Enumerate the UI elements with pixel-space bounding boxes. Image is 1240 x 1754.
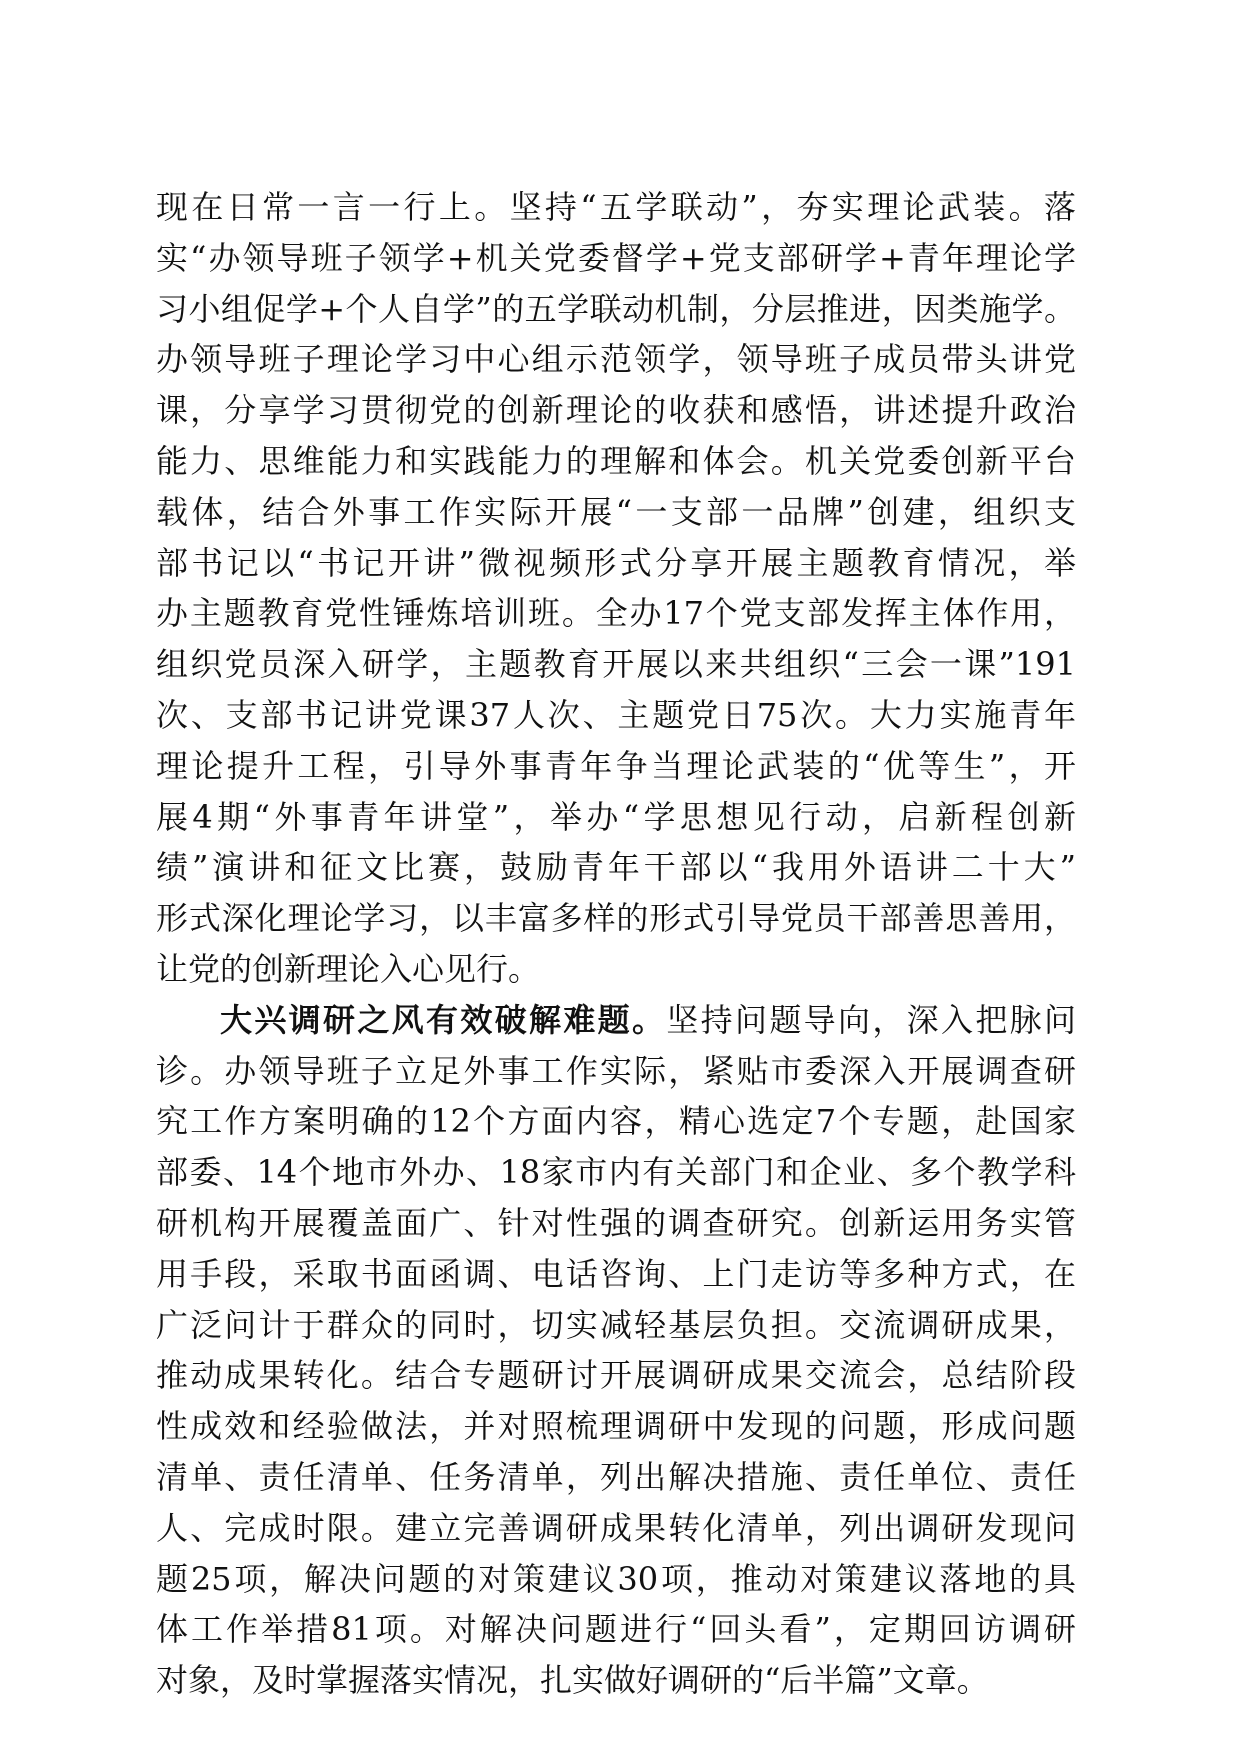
text-line: 能力、思维能力和实践能力的理解和体会。机关党委创新平台 <box>156 441 1076 480</box>
text-line: 性成效和经验做法，并对照梳理调研中发现的问题，形成问题 <box>156 1407 1076 1446</box>
text-line: 办主题教育党性锤炼培训班。全办17个党支部发挥主体作用， <box>156 594 1076 633</box>
text-line: 理论提升工程，引导外事青年争当理论武装的“优等生”，开 <box>156 746 1076 785</box>
text-line: 推动成果转化。结合专题研讨开展调研成果交流会，总结阶段 <box>156 1356 1076 1395</box>
text-line: 载体，结合外事工作实际开展“一支部一品牌”创建，组织支 <box>156 492 1076 531</box>
text-line: 究工作方案明确的12个方面内容，精心选定7个专题，赴国家 <box>156 1102 1076 1141</box>
text-line: 让党的创新理论入心见行。 <box>156 949 541 988</box>
text-line: 广泛问计于群众的同时，切实减轻基层负担。交流调研成果， <box>156 1305 1076 1344</box>
text-line: 习小组促学+个人自学”的五学联动机制，分层推进，因类施学。 <box>156 289 1076 328</box>
text-line: 研机构开展覆盖面广、针对性强的调查研究。创新运用务实管 <box>156 1203 1076 1242</box>
text-line: 体工作举措81项。对解决问题进行“回头看”，定期回访调研 <box>156 1610 1076 1649</box>
text-line: 题25项，解决问题的对策建议30项，推动对策建议落地的具 <box>156 1559 1076 1598</box>
text-line: 部委、14个地市外办、18家市内有关部门和企业、多个教学科 <box>156 1153 1076 1192</box>
text-line: 实“办领导班子领学+机关党委督学+党支部研学+青年理论学 <box>156 238 1076 277</box>
text-line: 诊。办领导班子立足外事工作实际，紧贴市委深入开展调查研 <box>156 1051 1076 1090</box>
text-line: 清单、责任清单、任务清单，列出解决措施、责任单位、责任 <box>156 1457 1076 1496</box>
text-line: 部书记以“书记开讲”微视频形式分享开展主题教育情况，举 <box>156 543 1076 582</box>
text-line: 用手段，采取书面函调、电话咨询、上门走访等多种方式，在 <box>156 1254 1076 1293</box>
text-line: 课，分享学习贯彻党的创新理论的收获和感悟，讲述提升政治 <box>156 391 1076 430</box>
text-line: 绩”演讲和征文比赛，鼓励青年干部以“我用外语讲二十大” <box>156 848 1076 887</box>
text-line: 办领导班子理论学习中心组示范领学，领导班子成员带头讲党 <box>156 340 1076 379</box>
body-text <box>156 182 1076 1706</box>
text-line: 组织党员深入研学，主题教育开展以来共组织“三会一课”191 <box>156 645 1076 684</box>
text-line-rest: 坚持问题导向，深入把脉问 <box>666 1000 1076 1039</box>
text-line: 人、完成时限。建立完善调研成果转化清单，列出调研发现问 <box>156 1508 1076 1547</box>
text-line: 形式深化理论学习，以丰富多样的形式引导党员干部善思善用， <box>156 899 1076 938</box>
paragraph-theory-study <box>156 182 1076 995</box>
text-line: 次、支部书记讲党课37人次、主题党日75次。大力实施青年 <box>156 695 1076 734</box>
paragraph-research <box>156 995 1076 1706</box>
text-line: 对象，及时掌握落实情况，扎实做好调研的“后半篇”文章。 <box>156 1661 989 1700</box>
text-line: 现在日常一言一行上。坚持“五学联动”，夯实理论武装。落 <box>156 188 1076 226</box>
paragraph-heading: 大兴调研之风有效破解难题。 <box>220 1000 667 1039</box>
text-line: 展4期“外事青年讲堂”，举办“学思想见行动，启新程创新 <box>156 797 1076 836</box>
text-line-with-heading <box>156 995 1076 1046</box>
